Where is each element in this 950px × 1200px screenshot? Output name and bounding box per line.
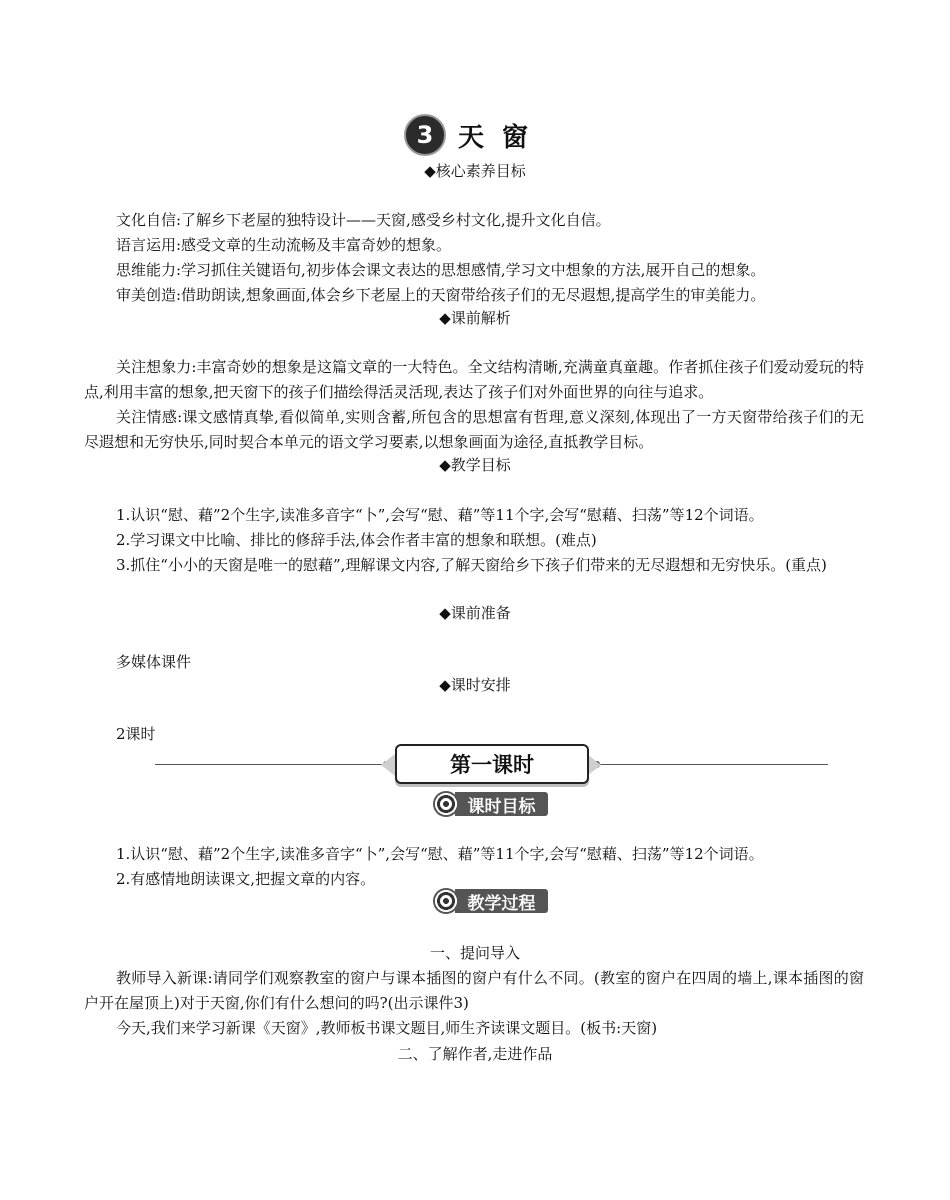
process-paragraph: 教师导入新课:请同学们观察教室的窗户与课本插图的窗户有什么不同。(教室的窗户在四周的墙上,课本插图的窗户开在屋顶上)对于天窗,你们有什么想问的吗?(出示课件3) bbox=[84, 969, 864, 1012]
section-schedule: ◆课时安排 bbox=[439, 676, 511, 694]
objectives-banner-label: 课时目标 bbox=[455, 792, 548, 816]
process-banner-label: 教学过程 bbox=[455, 889, 548, 913]
section-teaching-goals: ◆教学目标 bbox=[439, 456, 511, 474]
core-goal-item: 文化自信:了解乡下老屋的独特设计——天窗,感受乡村文化,提升文化自信。 bbox=[116, 211, 611, 229]
process-paragraph: 今天,我们来学习新课《天窗》,教师板书课文题目,师生齐读课文题目。(板书:天窗) bbox=[116, 1019, 658, 1037]
section-preread: ◆课前解析 bbox=[439, 309, 511, 327]
teaching-goal-item: 1.认识“慰、藉”2个生字,读准多音字“卜”,会写“慰、藉”等11个字,会写“慰藉、扫荡”等12个词语。 bbox=[116, 506, 764, 524]
analysis-paragraph: 关注想象力:丰富奇妙的想象是这篇文章的一大特色。全文结构清晰,充满童真童趣。作者抓住孩子们爱动爱玩的特点,利用丰富的想象,把天窗下的孩子们描绘得活灵活现,表达了孩子们对外面世界的向往与追求。 bbox=[84, 358, 864, 401]
core-goal-item: 思维能力:学习抓住关键语句,初步体会课文表达的思想感情,学习文中想象的方法,展开自己的想象。 bbox=[116, 261, 766, 279]
teaching-goal-item: 2.学习课文中比喻、排比的修辞手法,体会作者丰富的想象和联想。(难点) bbox=[116, 531, 597, 549]
lesson-title: 天窗 bbox=[457, 122, 546, 153]
divider-line-left bbox=[155, 764, 387, 765]
core-goal-item: 语言运用:感受文章的生动流畅及丰富奇妙的想象。 bbox=[116, 236, 452, 254]
step-heading: 一、提问导入 bbox=[429, 944, 520, 962]
process-banner bbox=[433, 888, 548, 914]
schedule-text: 2课时 bbox=[116, 725, 156, 743]
objectives-banner bbox=[433, 791, 548, 817]
lesson-goal-item: 2.有感情地朗读课文,把握文章的内容。 bbox=[116, 870, 376, 888]
lesson-goal-item: 1.认识“慰、藉”2个生字,读准多音字“卜”,会写“慰、藉”等11个字,会写“慰藉、扫荡”等12个词语。 bbox=[116, 845, 764, 863]
section-core-goals: ◆核心素养目标 bbox=[424, 162, 526, 180]
lesson-number-badge: 3 bbox=[404, 114, 446, 156]
step-heading: 二、了解作者,走进作品 bbox=[397, 1045, 553, 1063]
core-goal-item: 审美创造:借助朗读,想象画面,体会乡下老屋上的天窗带给孩子们的无尽遐想,提高学生的审美能力。 bbox=[116, 286, 766, 304]
analysis-paragraph: 关注情感:课文感情真挚,看似简单,实则含蓄,所包含的思想富有哲理,意义深刻,体现出了一方天窗带给孩子们的无尽遐想和无穷快乐,同时契合本单元的语文学习要素,以想象画面为途径,直抵教学目标。 bbox=[84, 408, 864, 451]
divider-line-right bbox=[593, 764, 828, 765]
lesson-heading bbox=[0, 114, 950, 156]
target-icon bbox=[433, 888, 459, 914]
section-preparation: ◆课前准备 bbox=[439, 604, 511, 622]
target-icon bbox=[433, 791, 459, 817]
teaching-goal-item: 3.抓住“小小的天窗是唯一的慰藉”,理解课文内容,了解天窗给乡下孩子们带来的无尽遐想和无穷快乐。(重点) bbox=[116, 556, 827, 574]
preparation-text: 多媒体课件 bbox=[116, 653, 192, 671]
divider-arrow-left bbox=[381, 754, 395, 776]
lesson-period-title: 第一课时 bbox=[395, 744, 589, 784]
divider-arrow-right bbox=[587, 754, 601, 776]
